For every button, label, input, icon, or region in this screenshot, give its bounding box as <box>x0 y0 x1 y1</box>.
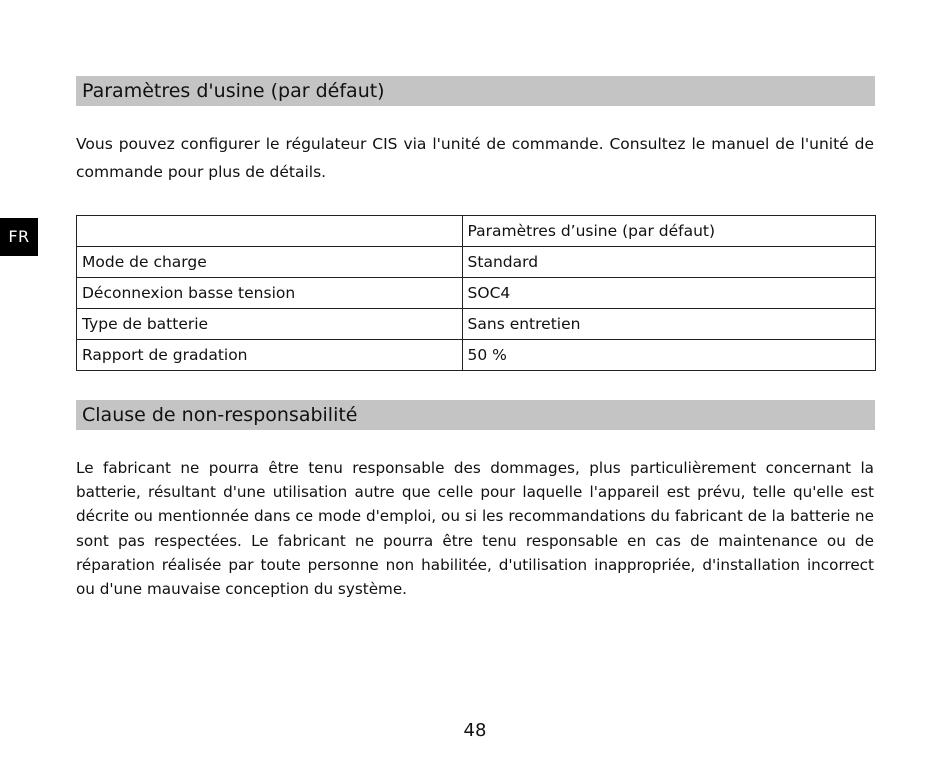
disclaimer-paragraph: Le fabricant ne pourra être tenu responsable des dommages, plus particulièrement concernant la batterie, résultant d'une utilisation autre que celle pour laquelle l'appareil est prévu, telle qu'elle est décrite ou mentionnée dans ce mode d'emploi, ou si les recommandations du fabricant de la batterie ne sont pas respectées. Le fabricant ne pourra être tenu responsable en cas de maintenance ou de réparation réalisée par toute personne non habilitée, d'utilisation inappropriée, d'installation incorrect ou d'une mauvaise conception du système. <box>76 459 874 599</box>
section-heading-factory-settings: Paramètres d'usine (par défaut) <box>76 76 875 106</box>
setting-value: 50 % <box>462 340 875 371</box>
factory-settings-table <box>76 215 876 371</box>
setting-value: Sans entretien <box>462 309 875 340</box>
table-header-cell <box>77 216 463 247</box>
page-number: 48 <box>463 720 487 741</box>
setting-label: Type de batterie <box>77 309 463 340</box>
table-row <box>77 247 876 278</box>
table-header-cell: Paramètres d’usine (par défaut) <box>462 216 875 247</box>
setting-label: Mode de charge <box>77 247 463 278</box>
section-heading-disclaimer: Clause de non-responsabilité <box>76 400 875 430</box>
language-tab: FR <box>0 218 38 256</box>
setting-label: Déconnexion basse tension <box>77 278 463 309</box>
setting-label: Rapport de gradation <box>77 340 463 371</box>
table-row <box>77 278 876 309</box>
setting-value: SOC4 <box>462 278 875 309</box>
table-row <box>77 309 876 340</box>
table-header-row <box>77 216 876 247</box>
table-row <box>77 340 876 371</box>
intro-paragraph: Vous pouvez configurer le régulateur CIS via l'unité de commande. Consultez le manuel de l'unité de commande pour plus de détails. <box>76 135 874 181</box>
setting-value: Standard <box>462 247 875 278</box>
